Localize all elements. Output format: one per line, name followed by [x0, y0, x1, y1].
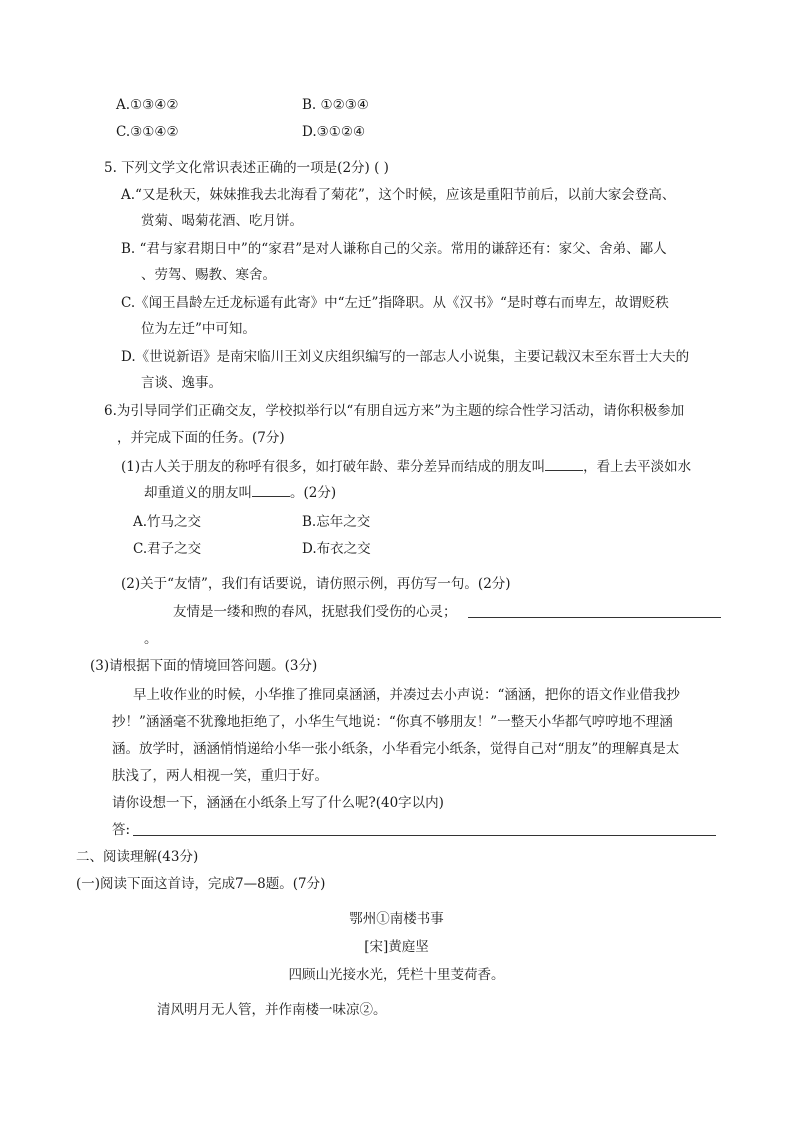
q6-part1-option-d: D.布衣之交 [302, 541, 371, 557]
q5-option-c-line1: C.《闻王昌龄左迁龙标遥有此寄》中“左迁”指降职。从《汉书》“是时尊右而卑左，故谓贬秩 [121, 295, 669, 311]
q6-part2-prompt: (2)关于“友情”，我们有话要说，请仿照示例，再仿写一句。(2分) [121, 576, 511, 592]
answer-blank-2[interactable] [252, 484, 290, 497]
q6-part3-scenario-line1: 早上收作业的时候，小华推了推同桌涵涵，并凑过去小声说：“涵涵，把你的语文作业借我抄 [133, 687, 680, 703]
answer-line-note[interactable] [133, 835, 716, 836]
q5-option-b-line2: 、劳驾、赐教、寒舍。 [141, 267, 276, 283]
q6-stem-line1: 6.为引导同学们正确交友，学校拟举行以“有朋自远方来”为主题的综合性学习活动，请你积极参加 [104, 403, 685, 419]
q5-stem: 5. 下列文学文化常识表述正确的一项是(2分) ( ) [104, 160, 389, 176]
q5-option-b-line1: B. “君与家君期日中”的“家君”是对人谦称自己的父亲。常用的谦辞还有：家父、舍弟、鄙人 [121, 241, 667, 257]
q6-part1-line1 [121, 458, 691, 476]
q6-part2-period: 。 [144, 631, 158, 647]
answer-line-imitation[interactable] [468, 617, 721, 618]
q6-part1-option-a: A.竹马之交 [133, 514, 202, 530]
reading-part1-instruction: (一)阅读下面这首诗，完成7—8题。(7分) [76, 876, 326, 892]
q4-option-c: C.③①④② [116, 124, 179, 140]
q6-part1-text-d: 。(2分) [290, 485, 337, 501]
poem-title: 鄂州①南楼书事 [349, 911, 444, 927]
q5-option-c-line2: 位为左迁”中可知。 [141, 321, 256, 337]
q5-option-d-line1: D.《世说新语》是南宋临川王刘义庆组织编写的一部志人小说集，主要记载汉末至东晋士大夫的 [121, 349, 690, 365]
q5-option-d-line2: 言谈、逸事。 [141, 375, 222, 391]
q6-part1-option-b: B.忘年之交 [302, 514, 371, 530]
q6-part3-scenario-line3: 涵。放学时，涵涵悄悄递给小华一张小纸条，小华看完小纸条，觉得自己对“朋友”的理解真是太 [112, 741, 680, 757]
q6-part1-text-c: 却重道义的朋友叫 [144, 485, 252, 501]
answer-blank-1[interactable] [545, 458, 583, 471]
q6-stem-line2: ，并完成下面的任务。(7分) [117, 430, 285, 446]
q4-option-a: A.①③④② [116, 97, 179, 113]
q6-part2-example: 友情是一缕和煦的春风，抚慰我们受伤的心灵； [173, 604, 457, 620]
q5-option-a-line2: 赏菊、喝菊花酒、吃月饼。 [141, 213, 303, 229]
poem-author: [宋]黄庭坚 [364, 939, 429, 955]
answer-label: 答: [112, 822, 131, 838]
poem-line-2: 清风明月无人管，并作南楼一味凉②。 [157, 1002, 387, 1018]
q6-part1-line2 [144, 484, 336, 502]
q4-option-d: D.③①②④ [302, 124, 366, 140]
q6-part3-question: 请你设想一下，涵涵在小纸条上写了什么呢?(40字以内) [112, 795, 444, 811]
section-title: 二、阅读理解(43分) [76, 849, 199, 865]
q6-part3-scenario-line2: 抄！”涵涵毫不犹豫地拒绝了，小华生气地说：“你真不够朋友！”一整天小华都气哼哼地不理涵 [112, 714, 673, 730]
q6-part1-text-b: ，看上去平淡如水 [583, 459, 692, 475]
q6-part3-prompt: (3)请根据下面的情境回答问题。(3分) [90, 658, 318, 674]
q6-part1-option-c: C.君子之交 [133, 541, 202, 557]
q5-option-a-line1: A.“又是秋天，妹妹推我去北海看了菊花”，这个时候，应该是重阳节前后，以前大家会登高、 [121, 187, 676, 203]
poem-line-1: 四顾山光接水光，凭栏十里芰荷香。 [288, 967, 505, 983]
q6-part3-scenario-line4: 肤浅了，两人相视一笑，重归于好。 [112, 768, 328, 784]
q4-option-b: B. ①②③④ [302, 97, 369, 113]
q6-part1-text-a: (1)古人关于朋友的称呼有很多，如打破年龄、辈分差异而结成的朋友叫 [121, 459, 546, 475]
